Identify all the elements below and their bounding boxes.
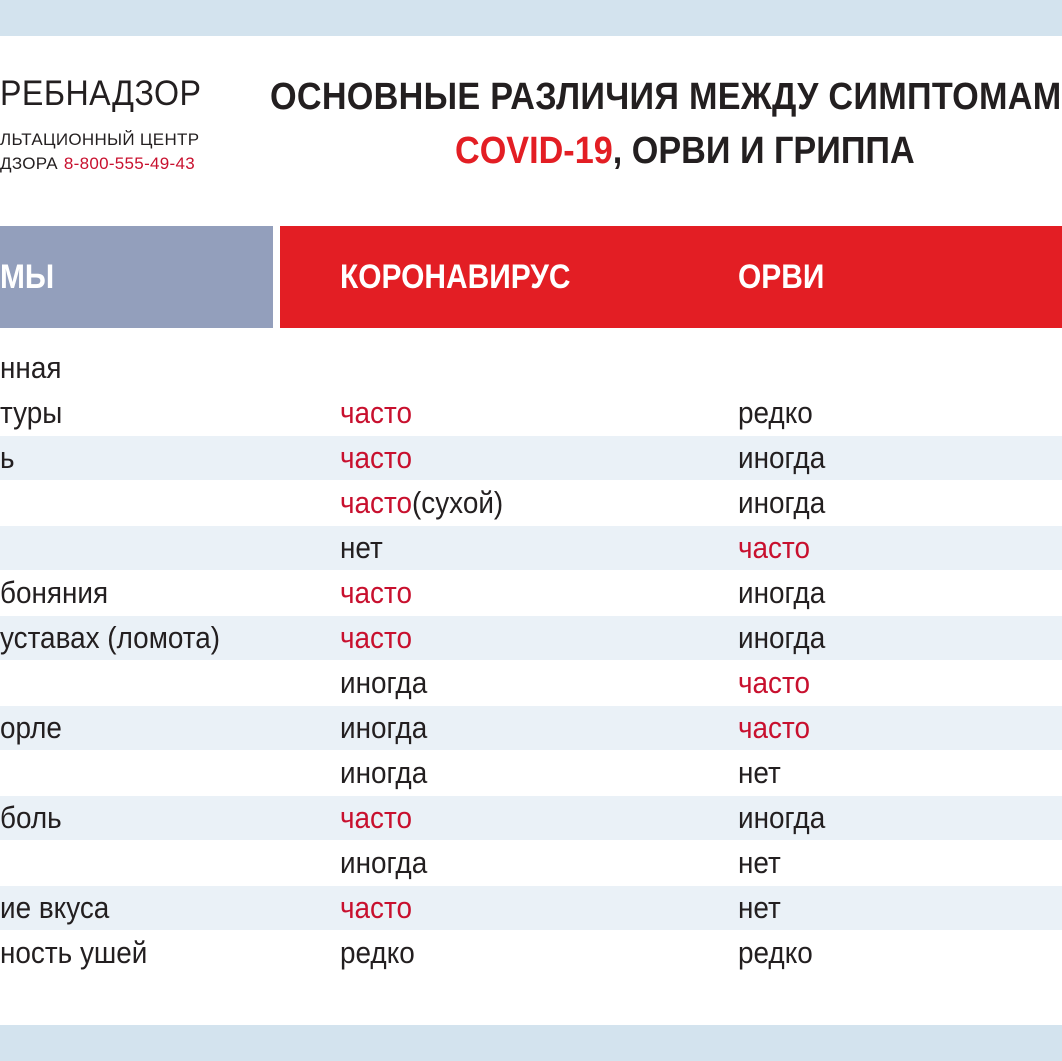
column-header-orvi: ОРВИ [738,258,825,296]
table-row-pre [0,346,1062,390]
coronavirus-frequency: нет [340,530,383,565]
coronavirus-frequency: часто [340,800,412,835]
coronavirus-cell [340,796,412,840]
orvi-cell: нет [738,845,781,880]
top-band [0,0,1062,36]
title-rest: , ОРВИ И ГРИППА [612,130,915,172]
coronavirus-note: (сухой) [411,485,504,520]
symptom-cell: ность ушей [0,935,148,970]
symptom-cell: нная [0,350,62,385]
coronavirus-cell [340,481,503,525]
coronavirus-frequency: часто [340,890,412,925]
orvi-cell: иногда [738,620,826,655]
bottom-band [0,1025,1062,1061]
coronavirus-cell [340,391,412,435]
orvi-cell: часто [738,710,810,745]
table-row [0,616,1062,660]
org-subtitle [0,154,195,174]
table-row [0,571,1062,615]
orvi-cell: нет [738,890,781,925]
coronavirus-cell [340,706,427,750]
coronavirus-frequency: иногда [340,845,428,880]
symptom-cell: боняния [0,575,109,610]
table-row [0,751,1062,795]
page-title: ОСНОВНЫЕ РАЗЛИЧИЯ МЕЖДУ СИМПТОМАМ [270,76,1062,118]
coronavirus-cell [340,751,427,795]
table-row [0,886,1062,930]
coronavirus-frequency: часто [340,620,412,655]
org-line3-text: ДЗОРА [0,154,58,173]
orvi-cell: редко [738,395,813,430]
table-row [0,481,1062,525]
coronavirus-frequency: редко [340,935,415,970]
symptom-cell: туры [0,395,63,430]
coronavirus-frequency: часто [340,485,412,520]
org-name: РЕБНАДЗОР [0,74,202,113]
symptom-cell: орле [0,710,62,745]
table-row [0,841,1062,885]
orvi-cell: иногда [738,800,826,835]
column-header-symptoms: МЫ [0,258,55,296]
coronavirus-frequency: часто [340,395,412,430]
orvi-cell: иногда [738,485,826,520]
coronavirus-frequency: часто [340,440,412,475]
table-row [0,526,1062,570]
coronavirus-cell [340,661,427,705]
coronavirus-cell [340,436,412,480]
table-row [0,931,1062,975]
coronavirus-cell [340,886,412,930]
coronavirus-cell [340,616,412,660]
coronavirus-cell [340,931,415,975]
org-center-label: ЛЬТАЦИОННЫЙ ЦЕНТР [0,130,200,149]
symptom-cell: ие вкуса [0,890,110,925]
coronavirus-cell [340,571,412,615]
column-header-coronavirus: КОРОНАВИРУС [340,258,571,296]
symptom-cell: уставах (ломота) [0,620,221,655]
coronavirus-frequency: иногда [340,755,428,790]
coronavirus-frequency: иногда [340,710,428,745]
table-row [0,796,1062,840]
coronavirus-cell [340,841,427,885]
orvi-cell: нет [738,755,781,790]
coronavirus-frequency: часто [340,575,412,610]
page-title-line2 [455,130,915,173]
orvi-cell: иногда [738,440,826,475]
coronavirus-cell [340,526,383,570]
title-covid: COVID-19 [455,130,613,172]
table-row [0,661,1062,705]
table-row [0,436,1062,480]
symptom-cell: ь [0,440,15,475]
orvi-cell: иногда [738,575,826,610]
table-row [0,706,1062,750]
coronavirus-frequency: иногда [340,665,428,700]
hotline-phone: 8-800-555-49-43 [63,154,196,173]
orvi-cell: часто [738,665,810,700]
table-row [0,391,1062,435]
symptom-cell: боль [0,800,62,835]
orvi-cell: редко [738,935,813,970]
orvi-cell: часто [738,530,810,565]
